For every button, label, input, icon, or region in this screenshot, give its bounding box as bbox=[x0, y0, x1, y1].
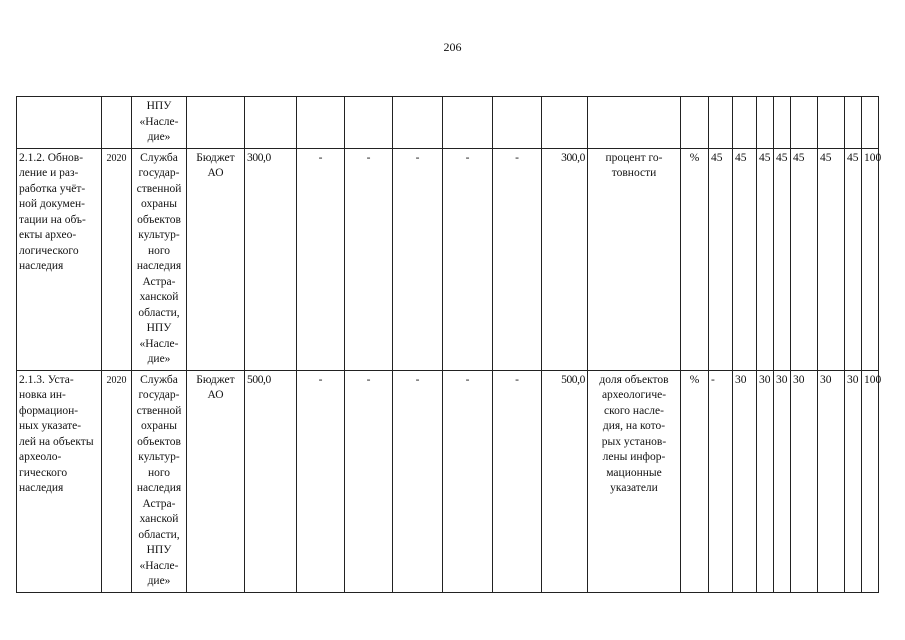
code-cell: 2.1.2. Обнов- ление и раз- работка учёт- ной докумен- тации на объ- екты архео- логического наследия bbox=[17, 148, 102, 370]
value-cell: 45 bbox=[774, 148, 791, 370]
value-cell: 30 bbox=[791, 370, 818, 592]
value-cell: 100 bbox=[862, 148, 879, 370]
value-cell: 45 bbox=[757, 148, 774, 370]
funding-source-cell: Бюджет АО bbox=[187, 148, 245, 370]
value-cell: - bbox=[709, 370, 733, 592]
dash-cell: - bbox=[493, 148, 542, 370]
value-cell: 30 bbox=[733, 370, 757, 592]
dash-cell: - bbox=[443, 370, 493, 592]
executor-cell: Служба государ- ственной охраны объектов культур- ного наследия Астра- ханской области, НПУ «Насле- дие» bbox=[132, 370, 187, 592]
value-cell: 30 bbox=[757, 370, 774, 592]
value-cell: 45 bbox=[845, 148, 862, 370]
program-table bbox=[16, 96, 882, 593]
page-number: 206 bbox=[443, 40, 462, 54]
year-cell: 2020 bbox=[102, 370, 132, 592]
dash-cell: - bbox=[393, 148, 443, 370]
sum-amount-cell: 300,0 bbox=[542, 148, 588, 370]
dash-cell: - bbox=[345, 148, 393, 370]
indicator-cell: процент го- товности bbox=[588, 148, 681, 370]
value-cell: 45 bbox=[818, 148, 845, 370]
value-cell: 100 bbox=[862, 370, 879, 592]
dash-cell: - bbox=[493, 370, 542, 592]
code-cell: 2.1.3. Уста- новка ин- формацион- ных указате- лей на объекты археоло- гического наследия bbox=[17, 370, 102, 592]
total-amount-cell: 500,0 bbox=[245, 370, 297, 592]
value-cell: 30 bbox=[774, 370, 791, 592]
executor-cell: Служба государ- ственной охраны объектов культур- ного наследия Астра- ханской области, НПУ «Насле- дие» bbox=[132, 148, 187, 370]
table-row-continuation bbox=[17, 97, 879, 149]
unit-cell: % bbox=[681, 370, 709, 592]
year-cell: 2020 bbox=[102, 148, 132, 370]
value-cell: 30 bbox=[818, 370, 845, 592]
dash-cell: - bbox=[345, 370, 393, 592]
dash-cell: - bbox=[297, 370, 345, 592]
dash-cell: - bbox=[443, 148, 493, 370]
indicator-cell: доля объектов археологиче- ского насле- дия, на кото- рых установ- лены инфор- мационные указатели bbox=[588, 370, 681, 592]
value-cell: 45 bbox=[733, 148, 757, 370]
table-row bbox=[17, 148, 879, 370]
value-cell: 45 bbox=[709, 148, 733, 370]
total-amount-cell: 300,0 bbox=[245, 148, 297, 370]
unit-cell: % bbox=[681, 148, 709, 370]
table-row bbox=[17, 370, 879, 592]
dash-cell: - bbox=[393, 370, 443, 592]
executor-cell: НПУ «Насле- дие» bbox=[132, 97, 187, 149]
value-cell: 45 bbox=[791, 148, 818, 370]
funding-source-cell: Бюджет АО bbox=[187, 370, 245, 592]
dash-cell: - bbox=[297, 148, 345, 370]
sum-amount-cell: 500,0 bbox=[542, 370, 588, 592]
value-cell: 30 bbox=[845, 370, 862, 592]
